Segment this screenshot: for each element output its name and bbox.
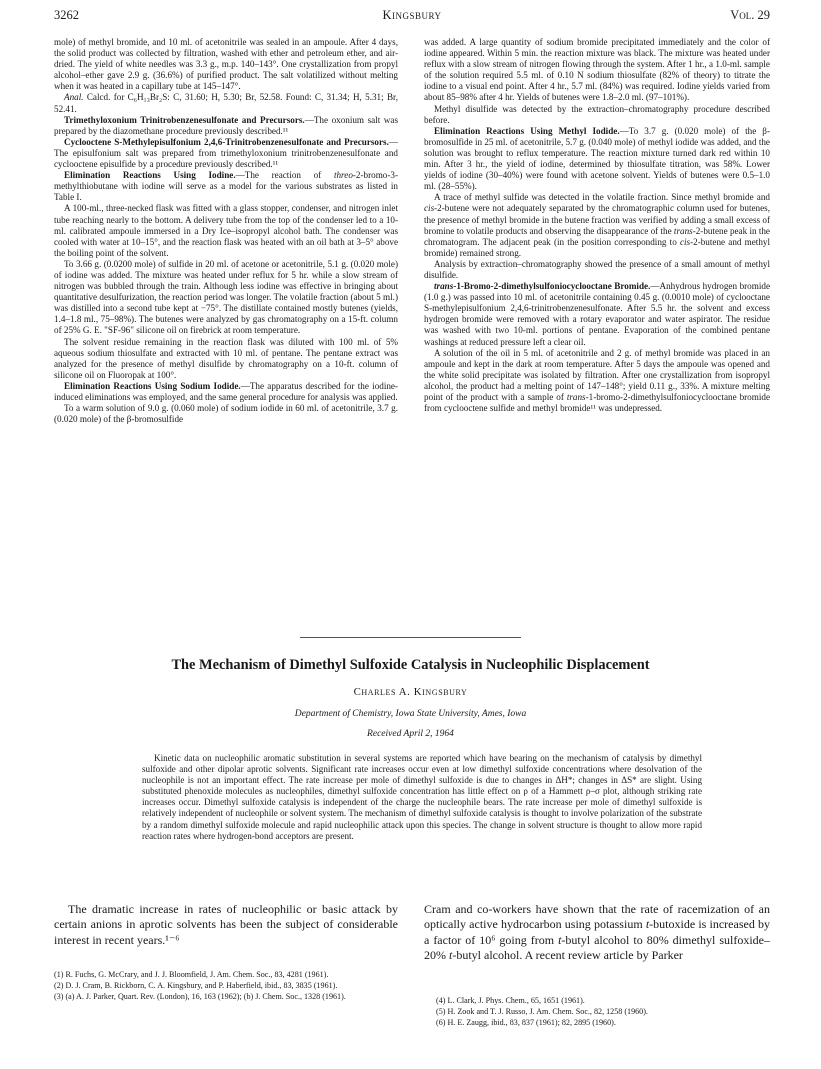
footnote: (4) L. Clark, J. Phys. Chem., 65, 1651 (1961).	[436, 996, 585, 1005]
article-title: The Mechanism of Dimethyl Sulfoxide Catalysis in Nucleophilic Displacement	[171, 657, 650, 673]
page-header	[54, 8, 770, 26]
section-heading: Trimethyloxonium Trinitrobenzenesulfonate and Precursors.	[64, 114, 305, 125]
section-heading: Cyclooctene S-Methylepisulfonium 2,4,6-Trinitrobenzenesulfonate and Precursors.	[64, 136, 389, 147]
abstract	[142, 753, 702, 842]
paragraph: trans-1-Bromo-2-dimethylsulfoniocyclooctane Bromide.—Anhydrous hydrogen bromide (1.0 g.) was passed into 10 ml. of acetonitrile containing 0.45 g. (0.0010 mole) of cyclooctane S-methylepisulfonium 2,4,6-trinitrobenzenesulfonate. After 5.5 hr. the solvent and excess hydrogen bromide were removed with a rotary evaporator and water aspirator. The residue was washed with two 10-ml. portions of pentane. Evaporation of the combined pentane washings at reduced pressure left a clear oil.	[424, 281, 770, 347]
footnote: (5) H. Zook and T. J. Russo, J. Am. Chem. Soc., 82, 1258 (1960).	[436, 1007, 648, 1016]
paragraph: Elimination Reactions Using Sodium Iodide.—The apparatus described for the iodine-induced eliminations was employed, and the same general procedure for analysis was applied.	[54, 380, 399, 402]
section-heading: Elimination Reactions Using Methyl Iodide.	[434, 125, 620, 136]
paragraph: Trimethyloxonium Trinitrobenzenesulfonate and Precursors.—The oxonium salt was prepared by the diazomethane procedure previously described.¹¹	[54, 114, 398, 136]
author-affiliation: Department of Chemistry, Iowa State University, Ames, Iowa	[294, 709, 527, 719]
paragraph: mole) of methyl bromide, and 10 ml. of acetonitrile was sealed in an ampoule. After 4 days, the solid product was collected by filtration, washed with ether and petroleum ether, and air-dried. The yield of white needles was 3.3 g., m.p. 140–143°. One crystallization from propyl alcohol–ether gave 2.9 g. (36.6%) of purified product. The salt volatilized without melting when it was heated in a capillary tube at 145–147°.	[54, 37, 398, 92]
paragraph: To a warm solution of 9.0 g. (0.060 mole) of sodium iodide in 60 ml. of acetonitrile, 3.7 g. (0.020 mole) of the β-bromosulfide	[54, 403, 398, 425]
paragraph: The dramatic increase in rates of nucleophilic or basic attack by certain anions in aprotic solvents has been the subject of considerable interest in recent years.¹⁻⁶	[54, 902, 398, 947]
article-divider	[300, 637, 521, 638]
paragraph: Cyclooctene S-Methylepisulfonium 2,4,6-Trinitrobenzenesulfonate and Precursors.—The episulfonium salt was prepared from trimethyloxonium trinitrobenzenesulfonate and cyclooctene episulfide by a procedure previously described.¹¹	[54, 136, 398, 170]
paragraph: Elimination Reactions Using Iodine.—The reaction of threo-2-bromo-3-methylthiobutane with iodine will serve as a model for the various substrates as listed in Table I.	[54, 170, 398, 203]
author-name: Charles A. Kingsbury	[353, 686, 468, 698]
paragraph: Elimination Reactions Using Methyl Iodide.—To 3.7 g. (0.020 mole) of the β-bromosulfide in 25 ml. of acetonitrile, 5.7 g. (0.040 mole) of methyl iodide was added, and the solution was brought to reflux temperature. The reaction mixture turned dark red within 10 min. After 3 hr., the yield of iodine, determined by thiosulfate titration, was 58%. Lower yields of iodine (30–40%) were found with acetone solvent. Yields of butenes were 0.5–1.0 ml. (28–55%).	[424, 125, 770, 192]
paragraph: Analysis by extraction–chromatography showed the presence of a small amount of methyl disulfide.	[424, 258, 770, 280]
paragraph: A solution of the oil in 5 ml. of acetonitrile and 2 g. of methyl bromide was placed in an ampoule and kept in the dark at room temperature. After 5 days the ampoule was opened and the white solid precipitate was isolated by filtration. After one crystallization from isopropyl alcohol, the product had a melting point of 147–148°; yield 0.11 g., 33%. A mixture melting point of the product with a sample of trans-1-bromo-2-dimethylsulfoniocyclooctane bromide from cyclooctene sulfide and methyl bromide¹¹ was undepressed.	[424, 347, 770, 414]
footnote: (2) D. J. Cram, B. Rickborn, C. A. Kingsbury, and P. Haberfield, ibid., 83, 3835 (1961).	[54, 981, 338, 990]
section-heading: Elimination Reactions Using Iodine.	[64, 170, 236, 181]
paragraph: To 3.66 g. (0.0200 mole) of sulfide in 20 ml. of acetone or acetonitrile, 5.1 g. (0.020 mole) of iodine was added. The mixture was heated under reflux for 5 hr. while a slow stream of nitrogen was bubbled through the train. Although less iodine was effective in bringing about quantitative desulfurization, the reaction period was longer. The volatile fraction (about 5 ml.) was distilled into a second tube kept at −75°. The distillate contained mostly butenes (yields, 1.4–1.8 ml., 75–98%). The butenes were analyzed by gas chromatography on a 15-ft. column of 25% G. E. "SF-96" silicone oil on firebrick at room temperature.	[54, 258, 398, 336]
section-heading: Elimination Reactions Using Sodium Iodide.	[64, 380, 241, 391]
footnote: (3) (a) A. J. Parker, Quart. Rev. (London), 16, 163 (1962); (b) J. Chem. Soc., 1328 (1961).	[54, 992, 346, 1001]
abstract-text: Kinetic data on nucleophilic aromatic substitution in several systems are reported which have bearing on the mechanism of catalysis by dimethyl sulfoxide and other dipolar aprotic solvents. Significant rate increases occur even at low dimethyl sulfoxide concentrations where desolvation of the nucleophile is not an important effect. The rate increase per mole of dimethyl sulfoxide is due to changes in ΔH*; changes in ΔS* are slight. Using substituted phenoxide molecules as nucleophiles, dimethyl sulfoxide concentration has little effect on ρ of a Hammett ρ–σ plot, although striking rate increases occur. Dimethyl sulfoxide catalysis is independent of the charge the nucleophile bears. The rate increase per mole of dimethyl sulfoxide is relatively independent of nucleophile or solvent system. The mechanism of dimethyl sulfoxide catalysis is thought to involve polarization of the substrate by a random dimethyl sulfoxide molecule and rapid nucleophilic attack upon this species. The change in solvent structure is thought to allow more rapid reaction rates where hydrogen-bond acceptors are present.	[142, 753, 702, 841]
paragraph: Anal. Calcd. for C₆H₁₃Br₂S: C, 31.60; H, 5.30; Br, 52.58. Found: C, 31.34; H, 5.31; Br, 52.41.	[54, 92, 398, 114]
paragraph: A trace of methyl sulfide was detected in the volatile fraction. Since methyl bromide and cis-2-butene were not adequately separated by the chromatographic column used for butenes, the presence of methyl bromide in the butene fraction was verified by adding a small excess of bromine to volatile products and observing the disappearance of the trans-2-butene peak in the chromatogram. The adjacent peak (in the position corresponding to cis-2-butene and methyl bromide) remained strong.	[424, 192, 770, 258]
section-heading: -1-Bromo-2-dimethylsulfoniocyclooctane Bromide.	[453, 281, 651, 292]
intro-right-column	[424, 902, 770, 963]
paragraph: Methyl disulfide was detected by the extraction–chromatography procedure described before.	[424, 103, 770, 125]
volume-label: Vol. 29	[730, 8, 770, 22]
right-column-experimental	[424, 37, 770, 414]
footnotes-right	[424, 996, 770, 1029]
left-column-experimental	[54, 37, 398, 425]
footnote: (6) H. E. Zaugg, ibid., 83, 837 (1961); 82, 2895 (1960).	[436, 1018, 616, 1027]
page-number: 3262	[54, 8, 79, 22]
paragraph: Cram and co-workers have shown that the rate of racemization of an optically active hydrocarbon using potassium t-butoxide is increased by a factor of 10⁶ going from t-butyl alcohol to 80% dimethyl sulfoxide–20% t-butyl alcohol. A recent review article by Parker	[424, 902, 770, 962]
running-title: Kingsbury	[382, 8, 442, 22]
intro-left-column	[54, 902, 398, 948]
received-date: Received April 2, 1964	[367, 729, 454, 739]
paragraph: The solvent residue remaining in the reaction flask was diluted with 100 ml. of 5% aqueous sodium thiosulfate and extracted with 10 ml. of pentane. The pentane extract was analyzed for the presence of methyl disulfide by chromatography on a 10-ft. column of silicone oil on Fluoropak at 100°.	[54, 336, 398, 380]
footnotes-left	[54, 970, 398, 1003]
footnote: (1) R. Fuchs, G. McCrary, and J. J. Bloomfield, J. Am. Chem. Soc., 83, 4281 (1961).	[54, 970, 329, 979]
paragraph: A 100-ml., three-necked flask was fitted with a glass stopper, condenser, and nitrogen inlet tube reaching nearly to the bottom. A delivery tube from the top of the condenser led to a 10-ml. calibrated ampoule immersed in a Dry Ice–isopropyl alcohol bath. The condenser was cooled with water at 10–15°, and the reaction flask was heated with an oil bath at 3–5° above the boiling point of the solvent.	[54, 203, 398, 258]
paragraph: was added. A large quantity of sodium bromide precipitated immediately and the color of iodine appeared. Within 5 min. the reaction mixture was black. The mixture was heated under reflux with a slow stream of nitrogen flowing through the system. After 1 hr., a 1.0-ml. sample of the solution required 5.5 ml. of 0.10 N sodium thiosulfate (82% of theory) to titrate the iodine to a visual end point. After 4 hr., 5.7 ml. (84%) was required. Iodine yields varied from about 85–98% after 4 hr. Yields of butenes were 1.8–2.0 ml. (97–101%).	[424, 37, 770, 103]
